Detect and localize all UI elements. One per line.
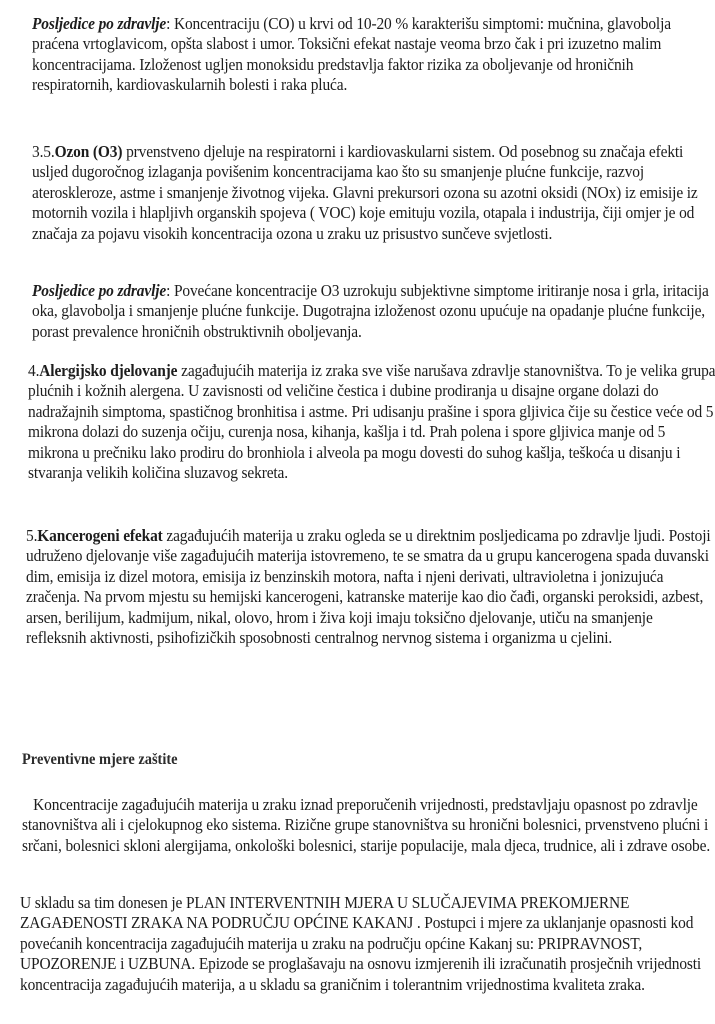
section-lead: Posljedice po zdravlje <box>32 14 167 33</box>
section-lead: Kancerogeni efekat <box>37 526 163 545</box>
preventive-paragraph-risk-groups: Koncentracije zagađujućih materija u zraku iznad preporučenih vrijednosti, predstavljaju opasnost po zdravlje stanovništva ali i cjelokupnog eko sistema. Rizične grupe stanovništva su hronični bolesnici, prvenstveno plućni i srčani, bolesnici skloni alergijama, onkološki bolesnici, starije populacije, mala djeca, trudnice, ali i zdrave osobe. <box>22 795 711 855</box>
preventive-measures-heading: Preventivne mjere zaštite <box>22 751 178 768</box>
allergic-effects-paragraph <box>28 361 715 483</box>
section-number: 5. <box>26 526 38 545</box>
section-text: zagađujućih materija iz zraka sve više narušava zdravlje stanovništva. To je velika grupa plućnih i kožnih alergena. U zavisnosti od veličine čestica i dubine prodiranja u disajne organe dolazi do nadražajnih simptoma, spastičnog bronhitisa i astme. Pri udisanju prašine i spora gljivica čije su čestice veće od 5 mikrona dolazi do suzenja očiju, curenja nosa, kihanja, kašlja i td. Prah polena i spore gljivica manje od 5 mikrona u prečniku lako prodiru do bronhiola i alveola pa mogu dovesti do suhog kašlja, teškoća u disanju i stvaranja velikih količina sluzavog sekreta. <box>28 361 715 483</box>
carcinogenic-effects-paragraph <box>26 526 715 648</box>
section-text: zagađujućih materija u zraku ogleda se u direktnim posljedicama po zdravlje ljudi. Postoji udruženo djelovanje više zagađujućih materija istovremeno, te se smatra da u grupu kancerogena spada duvanski dim, emisija iz dizel motora, emisija iz benzinskih motora, nafta i njeni derivati, ultravioletna i jonizujuća zračenja. Na prvom mjestu su hemijski kancerogeni, katranske materije kao dio čađi, organski peroksidi, azbest, arsen, berilijum, kadmijum, nikal, olovo, hrom i živa koji imaju toksično djelovanje, utiču na smanjenje refleksnih aktivnosti, psihofizičkih sposobnosti centralnog nervnog sistema i organizma u cjelini. <box>26 526 711 648</box>
preventive-paragraph-intervention-plan: U skladu sa tim donesen je PLAN INTERVENTNIH MJERA U SLUČAJEVIMA PREKOMJERNE ZAGAĐENOSTI ZRAKA NA PODRUČJU OPĆINE KAKANJ . Postupci i mjere za uklanjanje opasnosti kod povećanih koncentracija zagađujućih materija u zraku na području općine Kakanj su: PRIPRAVNOST, UPOZORENJE i UZBUNA. Epizode se proglašavaju na osnovu izmjerenih ili izračunatih prosječnih vrijednosti koncentracija zagađujućih materija, a u skladu sa graničnim i tolerantnim vrijednostima kvaliteta zraka. <box>20 893 702 994</box>
section-text: prvenstveno djeluje na respiratorni i kardiovaskularni sistem. Od posebnog su značaja efekti usljed dugoročnog izlaganja povišenim koncentracijama kao što su smanjenje plućne funkcije, razvoj ateroskleroze, astme i smanjenje životnog vijeka. Glavni prekursori ozona su azotni oksidi (NOx) iz emisije iz motornih vozila i hlapljivh organskih spojeva ( VOC) koje emituju vozila, otapala i industrija, čiji omjer je od značaja za pojavu visokih koncentracija ozona u zraku uz prisustvo sunčeve svjetlosti. <box>32 142 698 243</box>
section-text: : Koncentraciju (CO) u krvi od 10-20 % karakterišu simptomi: mučnina, glavobolja praćena vrtoglavicom, opšta slabost i umor. Toksični efekat nastaje veoma brzo čak i pri izuzetno malim koncentracijama. Izloženost ugljen monoksidu predstavlja faktor rizika za oboljevanje od hroničnih respiratornih, kardiovaskularnih bolesti i raka pluća. <box>32 14 671 95</box>
ozone-paragraph <box>32 142 715 244</box>
section-lead: Posljedice po zdravlje <box>32 281 167 300</box>
section-number: 4. <box>28 361 40 380</box>
section-lead: Ozon (O3) <box>54 142 123 161</box>
ozone-health-effects-paragraph <box>32 281 715 342</box>
section-text: : Povećane koncentracije O3 uzrokuju subjektivne simptome iritiranje nosa i grla, iritacija oka, glavobolja i smanjenje plućne funkcije. Dugotrajna izloženost ozonu upućuje na opadanje plućne funkcije, porast prevalence hroničnih obstruktivnih oboljevanja. <box>32 281 709 341</box>
section-lead: Alergijsko djelovanje <box>39 361 178 380</box>
co-health-effects-paragraph <box>32 14 715 96</box>
section-number: 3.5. <box>32 142 55 161</box>
